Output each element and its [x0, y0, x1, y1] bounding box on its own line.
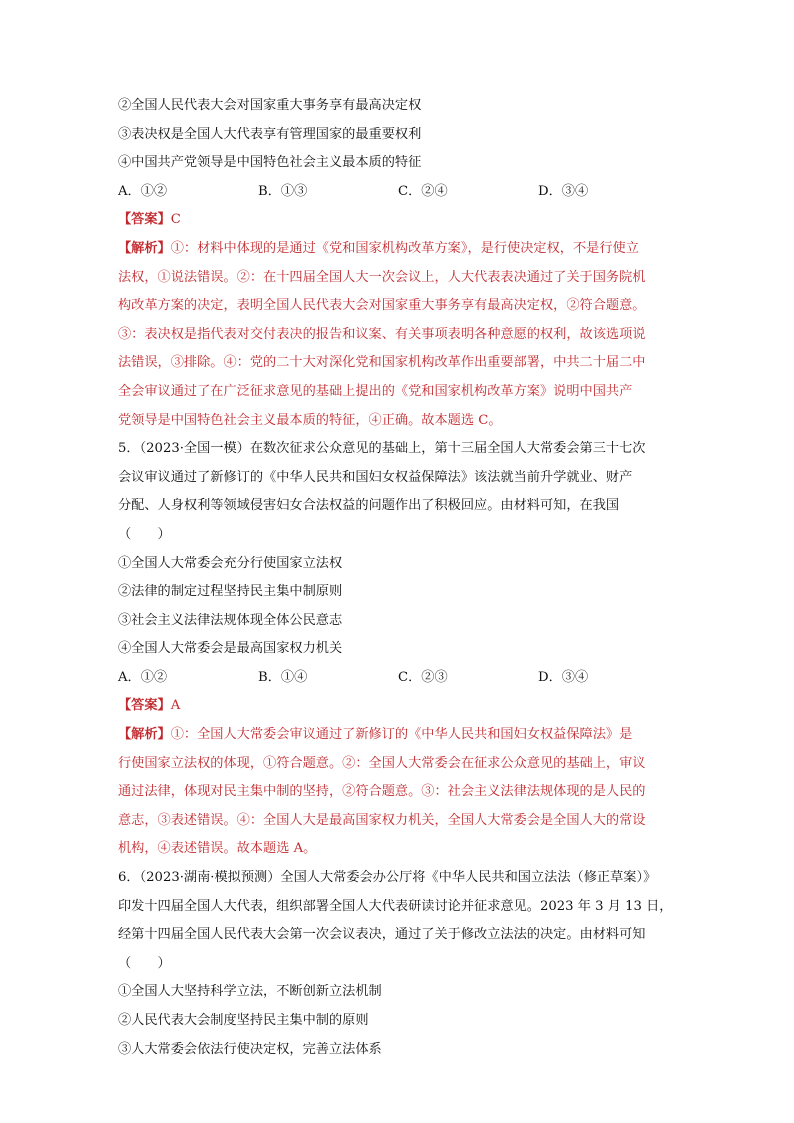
option-4: ④全国人大常委会是最高国家权力机关	[118, 641, 343, 657]
question-stem: 分配、人身权利等领域侵害妇女合法权益的问题作出了积极回应。由材料可知，在我国	[118, 498, 620, 514]
choice-row	[118, 664, 690, 693]
analysis-line	[118, 235, 690, 264]
analysis-line	[118, 721, 690, 750]
option-2: ②法律的制定过程坚持民主集中制原则	[118, 584, 343, 600]
answer-line	[118, 692, 690, 721]
choice-a: A．①②	[118, 183, 168, 199]
answer-tag: 【答案】	[118, 212, 171, 228]
analysis-tag: 【解析】	[118, 727, 171, 743]
analysis-text: 通过法律，体现对民主集中制的坚持，②符合题意。③：社会主义法律法规体现的是人民的	[118, 784, 646, 800]
analysis-text: ①：全国人大常委会审议通过了新修订的《中华人民共和国妇女权益保障法》是	[170, 727, 633, 743]
answer-tag: 【答案】	[118, 698, 171, 714]
analysis-tag: 【解析】	[118, 240, 171, 256]
question-stem: 6．（2023·湖南·模拟预测）全国人大常委会办公厅将《中华人民共和国立法法（修正草案）》	[118, 870, 657, 886]
analysis-text: 党领导是中国特色社会主义最本质的特征，④正确。故本题选 C。	[118, 412, 502, 428]
option-3: ③人大常委会依法行使决定权，完善立法体系	[118, 1041, 382, 1057]
choice-row	[118, 178, 690, 207]
question-stem: 印发十四届全国人大代表，组织部署全国人大代表研读讨论并征求意见。2023 年 3 月 13 日，	[118, 898, 673, 914]
analysis-text: 法权，①说法错误。②：在十四届全国人大一次会议上，人大代表表决通过了关于国务院机	[118, 269, 646, 285]
analysis-text: 构改革方案的决定，表明全国人民代表大会对国家重大事务享有最高决定权，②符合题意。	[118, 298, 646, 314]
option-4: ④中国共产党领导是中国特色社会主义最本质的特征	[118, 155, 422, 171]
analysis-text: ③：表决权是指代表对交付表决的报告和议案、有关事项表明各种意愿的权利，故该选项说	[118, 326, 646, 342]
choice-c: C．②③	[398, 669, 448, 685]
choice-b: B．①④	[258, 669, 308, 685]
answer-value: A	[170, 698, 181, 714]
analysis-text: 法错误，③排除。④：党的二十大对深化党和国家机构改革作出重要部署，中共二十届二中	[118, 355, 646, 371]
analysis-text: 意志，③表述错误。④：全国人大是最高国家权力机关，全国人大常委会是全国人大的常设	[118, 812, 646, 828]
question-blank: （ ）	[118, 526, 171, 542]
answer-line	[118, 206, 690, 235]
analysis-text: 行使国家立法权的体现，①符合题意。②：全国人大常委会在征求公众意见的基础上，审议	[118, 755, 646, 771]
analysis-text: 机构，④表述错误。故本题选 A。	[118, 841, 317, 857]
option-3: ③表决权是全国人大代表享有管理国家的最重要权利	[118, 126, 422, 142]
option-2: ②人民代表大会制度坚持民主集中制的原则	[118, 1013, 369, 1028]
choice-a: A．①②	[118, 669, 168, 685]
option-1: ①全国人大常委会充分行使国家立法权	[118, 555, 343, 571]
choice-b: B．①③	[258, 183, 308, 199]
question-stem: 经第十四届全国人民代表大会第一次会议表决，通过了关于修改立法法的决定。由材料可知	[118, 927, 646, 943]
option-1: ①全国人大坚持科学立法，不断创新立法机制	[118, 984, 382, 1000]
question-stem: 会议审议通过了新修订的《中华人民共和国妇女权益保障法》该法就当前升学就业、财产	[118, 469, 633, 485]
choice-d: D．③④	[538, 183, 589, 199]
option-3: ③社会主义法律法规体现全体公民意志	[118, 612, 343, 628]
option-2: ②全国人民代表大会对国家重大事务享有最高决定权	[118, 98, 422, 113]
analysis-text: ①：材料中体现的是通过《党和国家机构改革方案》，是行使决定权，不是行使立	[170, 240, 639, 256]
question-stem: 5．（2023·全国一模）在数次征求公众意见的基础上，第十三届全国人大常委会第三十七次	[118, 441, 646, 457]
analysis-text: 全会审议通过了在广泛征求意见的基础上提出的《党和国家机构改革方案》说明中国共产	[118, 383, 633, 399]
question-blank: （ ）	[118, 955, 171, 971]
choice-d: D．③④	[538, 669, 589, 685]
choice-c: C．②④	[398, 183, 448, 199]
document-content	[118, 92, 690, 1064]
answer-value: C	[170, 212, 181, 228]
